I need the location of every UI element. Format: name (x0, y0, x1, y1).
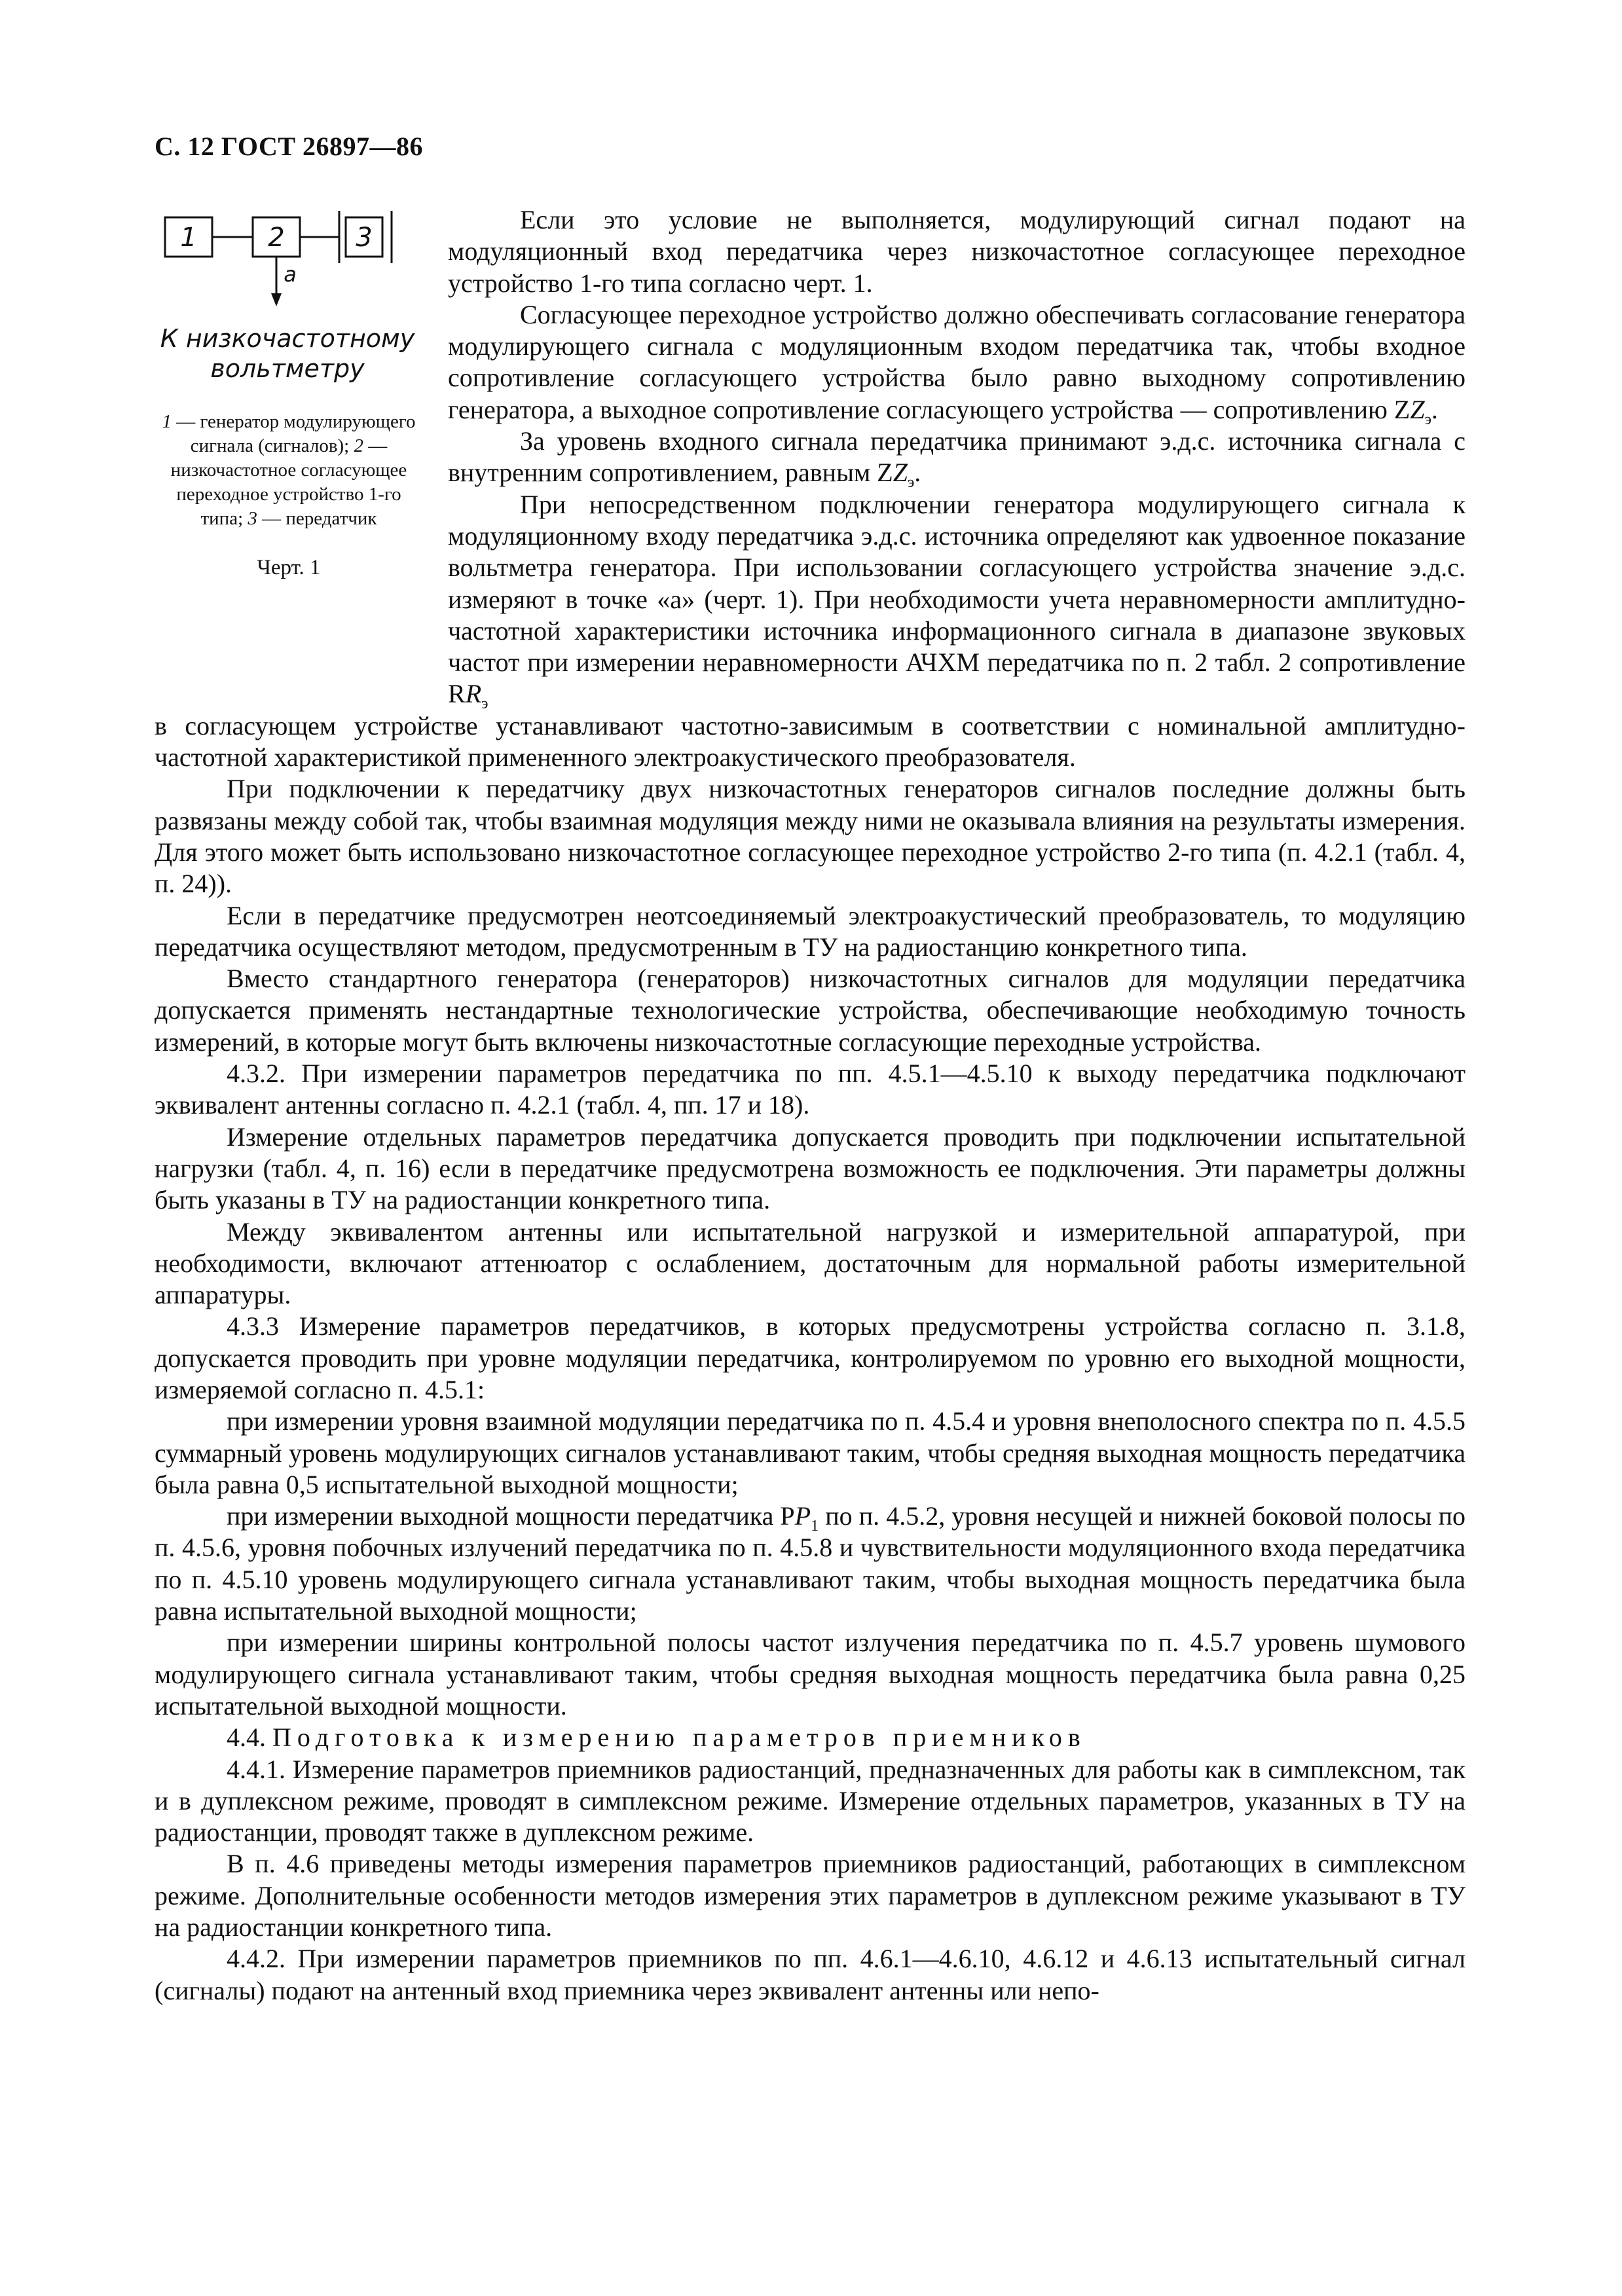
paragraph: Если в передатчике предусмотрен неотсоединяемый электроакустический преобразователь, то модуляцию передатчика осуществляют методом, предусмотренным в ТУ на радиостанцию конкретного типа. (155, 900, 1465, 962)
paragraph: 4.3.2. При измерении параметров передатчика по пп. 4.5.1—4.5.10 к выходу передатчика подключают эквивалент антенны согласно п. 4.2.1 (табл. 4, пп. 17 и 18). (155, 1059, 1465, 1120)
box-2-label: 2 (268, 223, 285, 253)
page-header: С. 12 ГОСТ 26897—86 (155, 132, 424, 161)
figure-label: Черт. 1 (257, 556, 321, 579)
body-text (155, 204, 1465, 2007)
paragraph: при измерении выходной мощности передатчика $PP_1$ по п. 4.5.2, уровня несущей и нижней боковой полосы по п. 4.5.6, уровня побочных излучений передатчика по п. 4.5.8 и чувствительности модуляционного входа передатчика по п. 4.5.10 уровень модулирующего сигнала устанавливают таким, чтобы выходная мощность передатчика была равна испытательной выходной мощности; (155, 1501, 1465, 1626)
paragraph: 4.4.1. Измерение параметров приемников радиостанций, предназначенных для работы как в симплексном, так и в дуплексном режиме, проводят в симплексном режиме. Измерение отдельных параметров, указанных в ТУ на радиостанции, проводят также в дуплексном режиме. (155, 1754, 1465, 1848)
paragraph: 4.3.3 Измерение параметров передатчиков, в которых предусмотрены устройства согласно п. 3.1.8, допускается проводить при уровне модуляции передатчика, контролируемом по уровню его выходной мощности, измеряемой согласно п. 4.5.1: (155, 1311, 1465, 1404)
paragraph: Вместо стандартного генератора (генераторов) низкочастотных сигналов для модуляции передатчика допускается применять нестандартные технологические устройства, обеспечивающие необходимую точность измерений, в которые могут быть включены низкочастотные согласующие переходные устройства. (155, 964, 1465, 1057)
paragraph: при измерении уровня взаимной модуляции передатчика по п. 4.5.4 и уровня внеполосного спектра по п. 4.5.5 суммарный уровень модулирующих сигналов устанавливают таким, чтобы средняя выходная мощность передатчика была равна 0,5 испытательной выходной мощности; (155, 1406, 1465, 1499)
paragraph: в согласующем устройстве устанавливают частотно-зависимым в соответствии с номинальной амплитудно-частотной характеристикой примененного электроакустического преобразователя. (155, 710, 1465, 773)
caption-num-2: 2 (354, 435, 363, 456)
caption-text-2: —низкочастотное согласующее переходное устройство 1-го типа; (170, 435, 407, 529)
paragraph: При непосредственном подключении генератора модулирующего сигнала к модуляционному входу передатчика э.д.с. источника определяют как удвоенное показание вольтметра генератора. При использовании согласующего устройства значение э.д.с. измеряют в точке «а» (черт. 1). При необходимости учета неравномерности амплитудно-частотной характеристики источника информационного сигнала в диапазоне звуковых частот при измерении неравномерности АЧХМ передатчика по п. 2 табл. 2 сопротивление $RR_э$ (448, 489, 1465, 713)
paragraph: 4.4.2. При измерении параметров приемников по пп. 4.6.1—4.6.10, 4.6.12 и 4.6.13 испытательный сигнал (сигналы) подают на антенный вход приемника через эквивалент антенны или непо- (155, 1944, 1465, 2005)
box-3-label: 3 (356, 223, 373, 253)
arrow-label-line2: вольтметру (210, 354, 365, 383)
caption-num-1: 1 (162, 411, 172, 432)
paragraph: За уровень входного сигнала передатчика принимают э.д.с. источника сигнала с внутренним сопротивлением, равным $ZZ_э$. (448, 426, 1465, 492)
paragraph: Измерение отдельных параметров передатчика допускается проводить при подключении испытательной нагрузки (табл. 4, п. 16) если в передатчике предусмотрена возможность ее подключения. Эти параметры должны быть указаны в ТУ на радиостанции конкретного типа. (155, 1121, 1465, 1215)
box-1-label: 1 (180, 223, 197, 253)
paragraph: Согласующее переходное устройство должно обеспечивать согласование генератора модулирующего сигнала с модуляционным входом передатчика так, чтобы входное сопротивление согласующего устройства было равно выходному сопротивлению генератора, а выходное сопротивление согласующего устройства — сопротивлению $ZZ_э$. (448, 299, 1465, 428)
arrow-label-line1: К низкочастотному (160, 324, 415, 353)
caption-num-3: 3 (248, 508, 257, 529)
paragraph: В п. 4.6 приведены методы измерения параметров приемников радиостанций, работающих в симплексном режиме. Дополнительные особенности методов измерения этих параметров в дуплексном режиме указывают в ТУ на радиостанции конкретного типа. (155, 1849, 1465, 1942)
paragraph: Если это условие не выполняется, модулирующий сигнал подают на модуляционный вход передатчика через низкочастотное согласующее переходное устройство 1-го типа согласно черт. 1. (448, 205, 1465, 298)
paragraph: Между эквивалентом антенны или испытательной нагрузкой и измерительной аппаратурой, при необходимости, включают аттенюатор с ослаблением, достаточным для нормальной работы измерительной аппаратуры. (155, 1216, 1465, 1310)
paragraph: при измерении ширины контрольной полосы частот излучения передатчика по п. 4.5.7 уровень шумового модулирующего сигнала устанавливают таким, чтобы средняя выходная мощность передатчика была равна 0,25 испытательной выходной мощности. (155, 1628, 1465, 1721)
point-a-label: a (284, 262, 297, 287)
section-heading: 4.4. Подготовка к измерению параметров приемников (227, 1722, 1086, 1753)
caption-text-3: — передатчик (257, 508, 377, 529)
caption-text-1: — генератор модулирующего сигнала (сигналов); (171, 411, 416, 456)
paragraph: При подключении к передатчику двух низкочастотных генераторов сигналов последние должны быть развязаны между собой так, чтобы взаимная модуляция между ними не оказывала влияния на результаты измерения. Для этого может быть использовано низкочастотное согласующее переходное устройство 2-го типа (п. 4.2.1 (табл. 4, п. 24)). (155, 774, 1465, 899)
